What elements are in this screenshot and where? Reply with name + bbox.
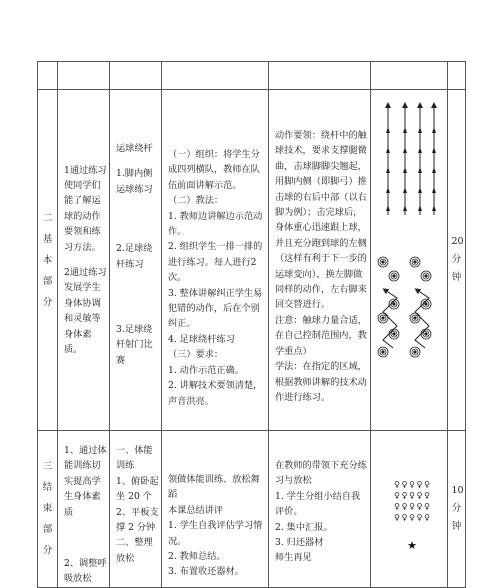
header-cell [110, 62, 162, 90]
formation-diagram-cell [371, 431, 448, 588]
player-icon: ♀ [409, 480, 415, 489]
player-icon: ♀ [394, 513, 400, 522]
lesson-plan-sheet [37, 61, 465, 585]
marker-icon [418, 167, 422, 173]
formation-diagram [371, 431, 448, 571]
time-cell: 10分钟 [448, 431, 466, 588]
target-cone-icon [393, 275, 395, 277]
section-label: 二基本部分 [38, 90, 58, 431]
player-icon: ♀ [424, 502, 430, 511]
table-row-basic-part [38, 90, 466, 431]
marker-icon [386, 167, 390, 173]
section-label: 三结束部分 [38, 431, 58, 588]
player-icon: ♀ [401, 491, 408, 500]
target-cone-icon [414, 351, 416, 353]
target-cone-icon [382, 317, 384, 319]
player-icon: ♀ [394, 480, 400, 489]
player-icon: ♀ [424, 513, 430, 522]
objectives-cell: 1、通过体能训练切实提高学生身体素质 2、调整呼吸放松 [58, 431, 110, 588]
marker-icon [403, 127, 407, 133]
player-icon: ♀ [416, 491, 423, 500]
target-cone-icon [382, 351, 384, 353]
header-cell [269, 62, 371, 90]
player-icon: ♀ [424, 480, 430, 489]
content-cell: 运球绕杆 1.脚内侧运球练习 2.足球绕杆练习 3.足球绕杆射门比赛 [110, 90, 162, 431]
player-icon: ♀ [409, 491, 415, 500]
player-icon [394, 480, 430, 522]
header-cell [371, 62, 448, 90]
header-cell [38, 62, 58, 90]
drill-diagram-cell [371, 90, 448, 431]
table-header-row [38, 62, 466, 90]
target-cone-icon [382, 261, 384, 263]
player-icon: ♀ [409, 502, 415, 511]
player-icon: ♀ [401, 513, 408, 522]
marker-icon [432, 205, 436, 211]
content-cell: 一、体能训练 1、俯卧起坐 20 个 2、平板支撑 2 分钟 二、整理放松 [110, 431, 162, 588]
marker-icon [386, 147, 390, 153]
header-cell [58, 62, 110, 90]
target-cone-icon [414, 261, 416, 263]
player-icon: ♀ [416, 513, 423, 522]
player-icon: ♀ [409, 513, 415, 522]
marker-icon [418, 205, 422, 211]
target-cone-icon [414, 317, 416, 319]
table-row-ending-part [38, 431, 466, 588]
student-activity-cell: 在教师的带领下充分练习与放松 1. 学生分组小结自我评价。 2. 集中汇报。 3. 归还器材 师生再见 [269, 431, 371, 588]
player-icon: ♀ [416, 480, 423, 489]
header-cell [448, 62, 466, 90]
marker-icon [418, 147, 422, 153]
drill-diagram [371, 90, 448, 430]
lesson-plan-table [37, 61, 466, 588]
player-icon: ♀ [424, 491, 430, 500]
marker-icon [403, 187, 407, 193]
player-icon: ♀ [394, 491, 400, 500]
target-cone-icon [425, 275, 427, 277]
marker-icon [432, 187, 436, 193]
marker-icon [432, 147, 436, 153]
marker-icon [432, 167, 436, 173]
target-cone-icon [393, 333, 395, 335]
marker-icon [403, 147, 407, 153]
player-icon: ♀ [416, 502, 423, 511]
organization-cell: （一）组织：将学生分成四列横队，教师在队伍前面讲解示范。 （二）教法： 1. 教师边讲解边示范动作。 2. 组织学生一排一排的进行练习。每人进行2次。 3. 整体讲解纠正学生易犯错的动作，后在个别纠正。 4. 足球绕杆练习 （三）要求： 1. 动作示范正确。 2. 讲解技术要领清楚，声音洪亮。 [162, 90, 269, 431]
marker-icon [432, 127, 436, 133]
marker-icon [386, 127, 390, 133]
header-cell [162, 62, 269, 90]
target-cone-icon [378, 127, 436, 357]
marker-icon [418, 127, 422, 133]
target-cone-icon [425, 333, 427, 335]
student-activity-cell: 动作要领：绕杆中的触球技术，要求支撑腿微曲，击球脚脚尖翘起，用脚内侧（即脚弓）推击球的右后中部（以右脚为例）；击完球后，身体重心迅速跟上球，并且充分跑到球的左侧（这样有利于下一步的运球变向），换左脚做同样的动作，左右脚来回交替进行。 注意：触球力量合适，在自己控制范围内，教学重点） 学法：在指定的区域，根据教师讲解的技术动作进行练习。 [269, 90, 371, 431]
zigzag-path [383, 290, 429, 348]
marker-icon [403, 167, 407, 173]
teacher-star-icon: ★ [407, 539, 417, 552]
target-cone-icon [393, 303, 395, 305]
player-icon: ♀ [394, 502, 400, 511]
up-arrow-icon [388, 105, 434, 215]
player-icon: ♀ [401, 480, 408, 489]
player-icon: ♀ [401, 502, 408, 511]
objectives-cell: 1通过练习使同学们能了解运球的动作要领和练习方法。 2通过练习发展学生身体协调和灵敏等身体素质。 [58, 90, 110, 431]
marker-icon [386, 205, 390, 211]
target-cone-icon [425, 303, 427, 305]
organization-cell: 领做体能训练、放松舞蹈 本课总结讲评 1. 学生自我评估学习情况。 2. 教师总结。 3. 布置收还器材。 [162, 431, 269, 588]
time-cell: 20分钟 [448, 90, 466, 431]
marker-icon [386, 187, 390, 193]
marker-icon [418, 187, 422, 193]
marker-icon [403, 205, 407, 211]
